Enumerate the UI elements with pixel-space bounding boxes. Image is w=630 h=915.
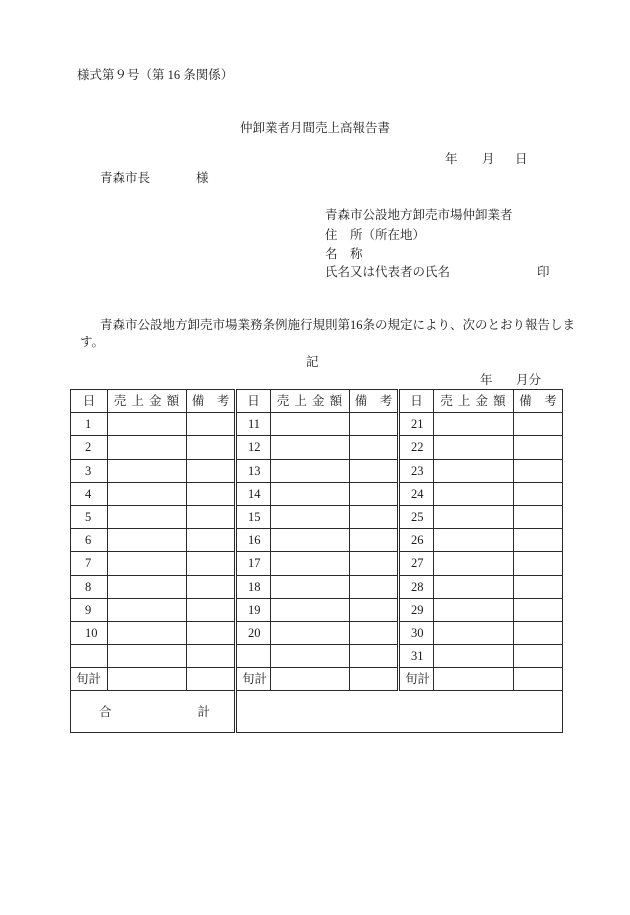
total-label-end: 計	[197, 704, 210, 719]
day-cell: 17	[236, 552, 271, 575]
body-text-line-1: 青森市公設地方卸売市場業務条例施行規則第16条の規定により、次のとおり報告しま	[100, 318, 576, 332]
table-row	[71, 621, 563, 644]
table-row	[71, 598, 563, 621]
header-remarks: 備 考	[350, 390, 399, 413]
header-day: 日	[399, 390, 434, 413]
day-cell: 20	[236, 621, 271, 644]
subtotal-sales-cell	[108, 668, 187, 691]
table-row	[71, 413, 563, 436]
day-cell: 12	[236, 436, 271, 459]
sales-amount-cell	[108, 459, 187, 482]
remarks-cell	[187, 459, 236, 482]
remarks-cell	[514, 598, 563, 621]
body-text-line-2: す。	[80, 335, 105, 349]
total-row	[71, 691, 563, 733]
sales-amount-cell	[108, 575, 187, 598]
subtotal-remarks-cell	[187, 668, 236, 691]
day-cell: 7	[71, 552, 108, 575]
day-cell: 13	[236, 459, 271, 482]
sales-amount-cell	[434, 598, 514, 621]
day-cell: 21	[399, 413, 434, 436]
sales-amount-cell	[434, 413, 514, 436]
date-day-label: 日	[515, 152, 528, 166]
day-cell	[71, 645, 108, 668]
table-row	[71, 436, 563, 459]
sales-amount-cell	[271, 552, 350, 575]
remarks-cell	[350, 459, 399, 482]
table-body	[71, 413, 563, 691]
day-cell	[236, 645, 271, 668]
remarks-cell	[187, 482, 236, 505]
day-cell: 1	[71, 413, 108, 436]
remarks-cell	[350, 645, 399, 668]
day-cell: 11	[236, 413, 271, 436]
subtotal-label-cell: 旬計	[71, 668, 108, 691]
addressee-honorific: 様	[196, 171, 209, 185]
sales-amount-cell	[271, 505, 350, 528]
day-cell: 26	[399, 529, 434, 552]
sender-representative-label: 氏名又は代表者の氏名	[325, 265, 451, 279]
day-cell: 29	[399, 598, 434, 621]
subtotal-sales-cell	[271, 668, 350, 691]
subtotal-remarks-cell	[350, 668, 399, 691]
remarks-cell	[514, 413, 563, 436]
subtotal-label-cell: 旬計	[236, 668, 271, 691]
day-cell: 30	[399, 621, 434, 644]
remarks-cell	[514, 575, 563, 598]
sales-amount-cell	[108, 413, 187, 436]
sender-address-label: 住 所（所在地）	[325, 228, 426, 242]
sales-amount-cell	[434, 575, 514, 598]
day-cell: 19	[236, 598, 271, 621]
day-cell: 10	[71, 621, 108, 644]
table-row	[71, 529, 563, 552]
subtotal-label-cell: 旬計	[399, 668, 434, 691]
header-day: 日	[236, 390, 271, 413]
day-cell: 2	[71, 436, 108, 459]
seal-mark: 印	[537, 265, 550, 279]
remarks-cell	[514, 552, 563, 575]
day-cell: 15	[236, 505, 271, 528]
form-number: 様式第９号（第 16 条関係）	[77, 68, 234, 82]
day-cell: 18	[236, 575, 271, 598]
table-row	[71, 552, 563, 575]
sales-amount-cell	[108, 505, 187, 528]
remarks-cell	[350, 436, 399, 459]
remarks-cell	[514, 529, 563, 552]
remarks-cell	[514, 621, 563, 644]
day-cell: 8	[71, 575, 108, 598]
remarks-cell	[350, 598, 399, 621]
sales-amount-cell	[434, 645, 514, 668]
table-row	[71, 482, 563, 505]
remarks-cell	[187, 645, 236, 668]
remarks-cell	[350, 621, 399, 644]
remarks-cell	[187, 505, 236, 528]
sales-amount-cell	[271, 413, 350, 436]
total-amount-cell	[236, 691, 563, 733]
addressee-name: 青森市長	[100, 171, 151, 185]
sales-amount-cell	[271, 598, 350, 621]
sales-amount-cell	[434, 459, 514, 482]
table-row	[71, 645, 563, 668]
sales-amount-cell	[434, 552, 514, 575]
table-total-section	[71, 691, 563, 733]
day-cell: 24	[399, 482, 434, 505]
sales-amount-cell	[108, 645, 187, 668]
day-cell: 16	[236, 529, 271, 552]
remarks-cell	[187, 575, 236, 598]
sales-amount-cell	[434, 436, 514, 459]
header-day: 日	[71, 390, 108, 413]
sales-amount-cell	[108, 552, 187, 575]
remarks-cell	[187, 621, 236, 644]
ki-heading: 記	[306, 355, 319, 369]
day-cell: 6	[71, 529, 108, 552]
sales-amount-cell	[271, 482, 350, 505]
total-label-start: 合	[99, 704, 112, 719]
sales-amount-cell	[434, 505, 514, 528]
table-row	[71, 505, 563, 528]
header-remarks: 備 考	[187, 390, 236, 413]
sender-name-label: 名 称	[325, 247, 363, 261]
day-cell: 25	[399, 505, 434, 528]
header-remarks: 備 考	[514, 390, 563, 413]
total-label-cell	[71, 691, 236, 733]
remarks-cell	[514, 505, 563, 528]
remarks-cell	[514, 645, 563, 668]
remarks-cell	[187, 413, 236, 436]
sales-amount-cell	[108, 598, 187, 621]
day-cell: 28	[399, 575, 434, 598]
total-label	[99, 704, 210, 720]
remarks-cell	[350, 505, 399, 528]
remarks-cell	[350, 552, 399, 575]
remarks-cell	[514, 482, 563, 505]
date-month-label: 月	[482, 152, 495, 166]
subtotal-remarks-cell	[514, 668, 563, 691]
day-cell: 9	[71, 598, 108, 621]
day-cell: 23	[399, 459, 434, 482]
remarks-cell	[187, 529, 236, 552]
sales-amount-cell	[108, 482, 187, 505]
day-cell: 31	[399, 645, 434, 668]
subtotal-row	[71, 668, 563, 691]
table-row	[71, 459, 563, 482]
remarks-cell	[350, 575, 399, 598]
sales-amount-cell	[271, 645, 350, 668]
date-year-label: 年	[445, 152, 458, 166]
sales-amount-cell	[434, 482, 514, 505]
subtotal-sales-cell	[434, 668, 514, 691]
table-row	[71, 575, 563, 598]
table-header-row	[71, 390, 563, 413]
sales-amount-cell	[271, 436, 350, 459]
document-title: 仲卸業者月間売上高報告書	[239, 121, 390, 135]
header-sales-amount: 売 上 金 額	[271, 390, 350, 413]
sales-amount-cell	[271, 459, 350, 482]
day-cell: 5	[71, 505, 108, 528]
day-cell: 27	[399, 552, 434, 575]
header-sales-amount: 売 上 金 額	[434, 390, 514, 413]
remarks-cell	[350, 413, 399, 436]
remarks-cell	[187, 436, 236, 459]
remarks-cell	[514, 459, 563, 482]
sales-amount-cell	[434, 621, 514, 644]
sales-amount-cell	[108, 621, 187, 644]
day-cell: 14	[236, 482, 271, 505]
period-month-label: 月分	[516, 373, 542, 387]
sales-amount-cell	[271, 621, 350, 644]
remarks-cell	[187, 552, 236, 575]
period-year-label: 年	[480, 373, 493, 387]
day-cell: 4	[71, 482, 108, 505]
sales-amount-cell	[271, 529, 350, 552]
day-cell: 22	[399, 436, 434, 459]
sales-amount-cell	[108, 529, 187, 552]
sales-amount-cell	[271, 575, 350, 598]
remarks-cell	[514, 436, 563, 459]
sales-amount-cell	[434, 529, 514, 552]
sales-amount-cell	[108, 436, 187, 459]
day-cell: 3	[71, 459, 108, 482]
daily-sales-table	[70, 389, 563, 733]
sender-organization: 青森市公設地方卸売市場仲卸業者	[325, 208, 513, 222]
remarks-cell	[350, 529, 399, 552]
remarks-cell	[187, 598, 236, 621]
remarks-cell	[350, 482, 399, 505]
header-sales-amount: 売 上 金 額	[108, 390, 187, 413]
